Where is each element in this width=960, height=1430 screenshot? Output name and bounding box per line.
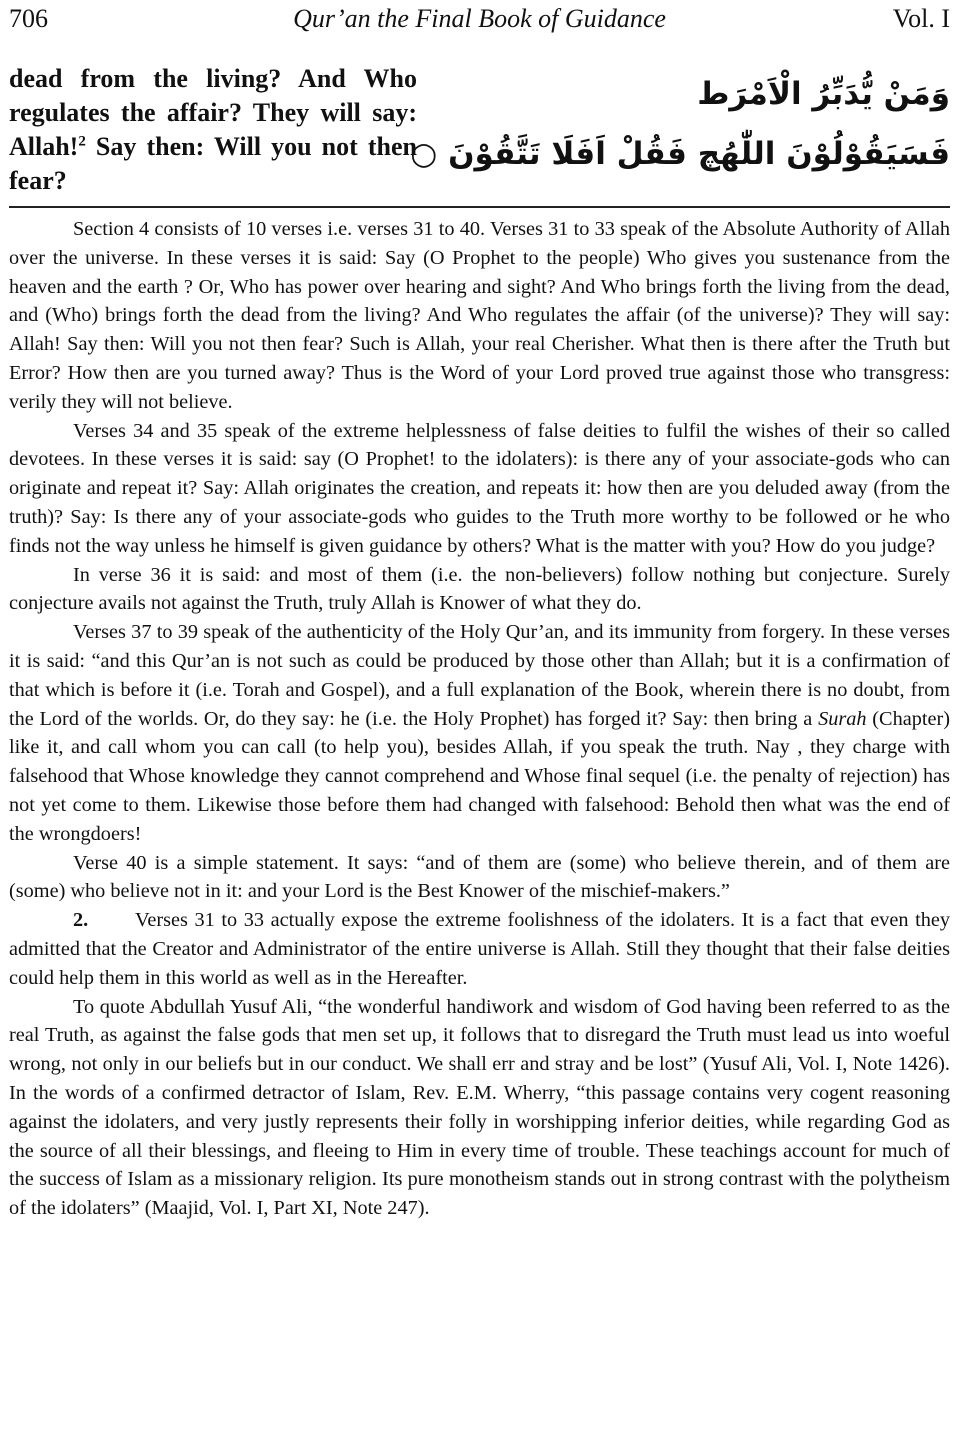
paragraph-text: (Chapter) like it, and call whom you can call (to help you), besides Allah, if you speak the truth. Nay , they charge with falsehood that Whose knowledge they cannot comprehend and Whose final sequel (i.e. the penalty of rejection) has not yet come to them. Likewise those before them had changed with falsehood: Behold then what was the end of the wrongdoers! — [9, 707, 950, 845]
book-title: Qur’an the Final Book of Guidance — [293, 4, 666, 33]
commentary-paragraph: Verses 34 and 35 speak of the extreme helplessness of false deities to fulfil the wishes of their so called devotees. In these verses it is said: say (O Prophet! to the idolaters): is there any of your associate-gods who can originate and repeat it? Say: Allah originates the creation, and repeats it: how then are you deluded away (from the truth)? Say: Is there any of your associate-gods who guides to the Truth more worthy to be followed or he who finds not the way unless he himself is given guidance by others? What is the matter with you? How do you judge? — [9, 419, 950, 557]
page-number: 706 — [9, 4, 48, 33]
commentary-paragraph: In verse 36 it is said: and most of them (i.e. the non-believers) follow nothing but conjecture. Surely conjecture avails not against the Truth, truly Allah is Knower of what they do. — [9, 563, 950, 615]
paragraph-text: Verses 37 to 39 speak of the authenticity of the Holy Qur’an, and its immunity from forgery. In these verses it is said: “and this Qur’an is not such as could be produced by those other than Allah; but it is a confirmation of that which is before it (i.e. Torah and Gospel), and a full explanation of the Book, wherein there is no doubt, from the Lord of the worlds. Or, do they say: he (i.e. the Holy Prophet) has forged it? Say: then bring a — [9, 621, 950, 730]
verse-block — [9, 62, 950, 198]
verse-translation — [9, 62, 417, 198]
commentary-paragraph — [9, 618, 950, 848]
paragraph-text: Verses 31 to 33 actually expose the extreme foolishness of the idolaters. It is a fact that even they admitted that the Creator and Administrator of the entire universe is Allah. Still they thought that their false deities could help them in this world as well as in the Hereafter. — [9, 909, 950, 989]
commentary-paragraph: Verse 40 is a simple statement. It says: “and of them are (some) who believe therein, and of them are (some) who believe not in it: and your Lord is the Best Knower of the mischief-makers.” — [9, 851, 950, 903]
note-number: 2. — [73, 909, 89, 932]
verse-arabic — [410, 64, 950, 184]
footnote-marker: 2 — [78, 133, 86, 150]
commentary-paragraph — [9, 906, 950, 992]
surah-term: Surah — [818, 707, 867, 730]
commentary-paragraph: To quote Abdullah Yusuf Ali, “the wonderful handiwork and wisdom of God having been referred to as the real Truth, as against the false gods that men set up, it follows that to disregard the Truth must lead us into woeful wrong, not only in our beliefs but in our conduct. We shall err and stray and be lost” (Yusuf Ali, Vol. I, Note 1426). In the words of a confirmed detractor of Islam, Rev. E.M. Wherry, “this passage contains very cogent reasoning against the idolaters, and very justly represents their folly in worshipping inferior deities, while regarding God as the source of all their blessings, and fleeing to Him in every time of trouble. These teachings account for much of the success of Islam as a missionary religion. Its pure monotheism stands out in strong contrast with the polytheism of the idolaters” (Maajid, Vol. I, Part XI, Note 247). — [9, 995, 950, 1220]
page-header — [9, 2, 950, 36]
divider-rule — [9, 206, 950, 208]
verse-translation-part2: Say then: Will you not then fear? — [9, 132, 417, 195]
arabic-line-1: وَمَنْ يُّدَبِّرُ الْاَمْرَط — [697, 76, 950, 112]
volume-label: Vol. I — [892, 4, 950, 33]
commentary-paragraph: Section 4 consists of 10 verses i.e. verses 31 to 40. Verses 31 to 33 speak of the Absolute Authority of Allah over the universe. In these verses it is said: Say (O Prophet to the people) Who gives you sustenance from the heaven and the earth ? Or, Who has power over hearing and sight? And Who brings forth the living from the dead, and (Who) brings forth the dead from the living? And Who regulates the affair (of the universe)? They will say: Allah! Say then: Will you not then fear? Such is Allah, your real Cherisher. What then is there after the Truth but Error? How then are you turned away? Thus is the Word of your Lord proved true against those who transgress: verily they will not believe. — [9, 218, 950, 413]
commentary — [9, 215, 950, 1223]
arabic-line-2: فَسَيَقُوْلُوْنَ اللّٰهُچ فَقُلْ اَفَلَا تَتَّقُوْنَ ○ — [410, 136, 950, 172]
verse-translation-part1: dead from the living? And Who regulates the affair? They will say: Allah! — [9, 64, 417, 161]
